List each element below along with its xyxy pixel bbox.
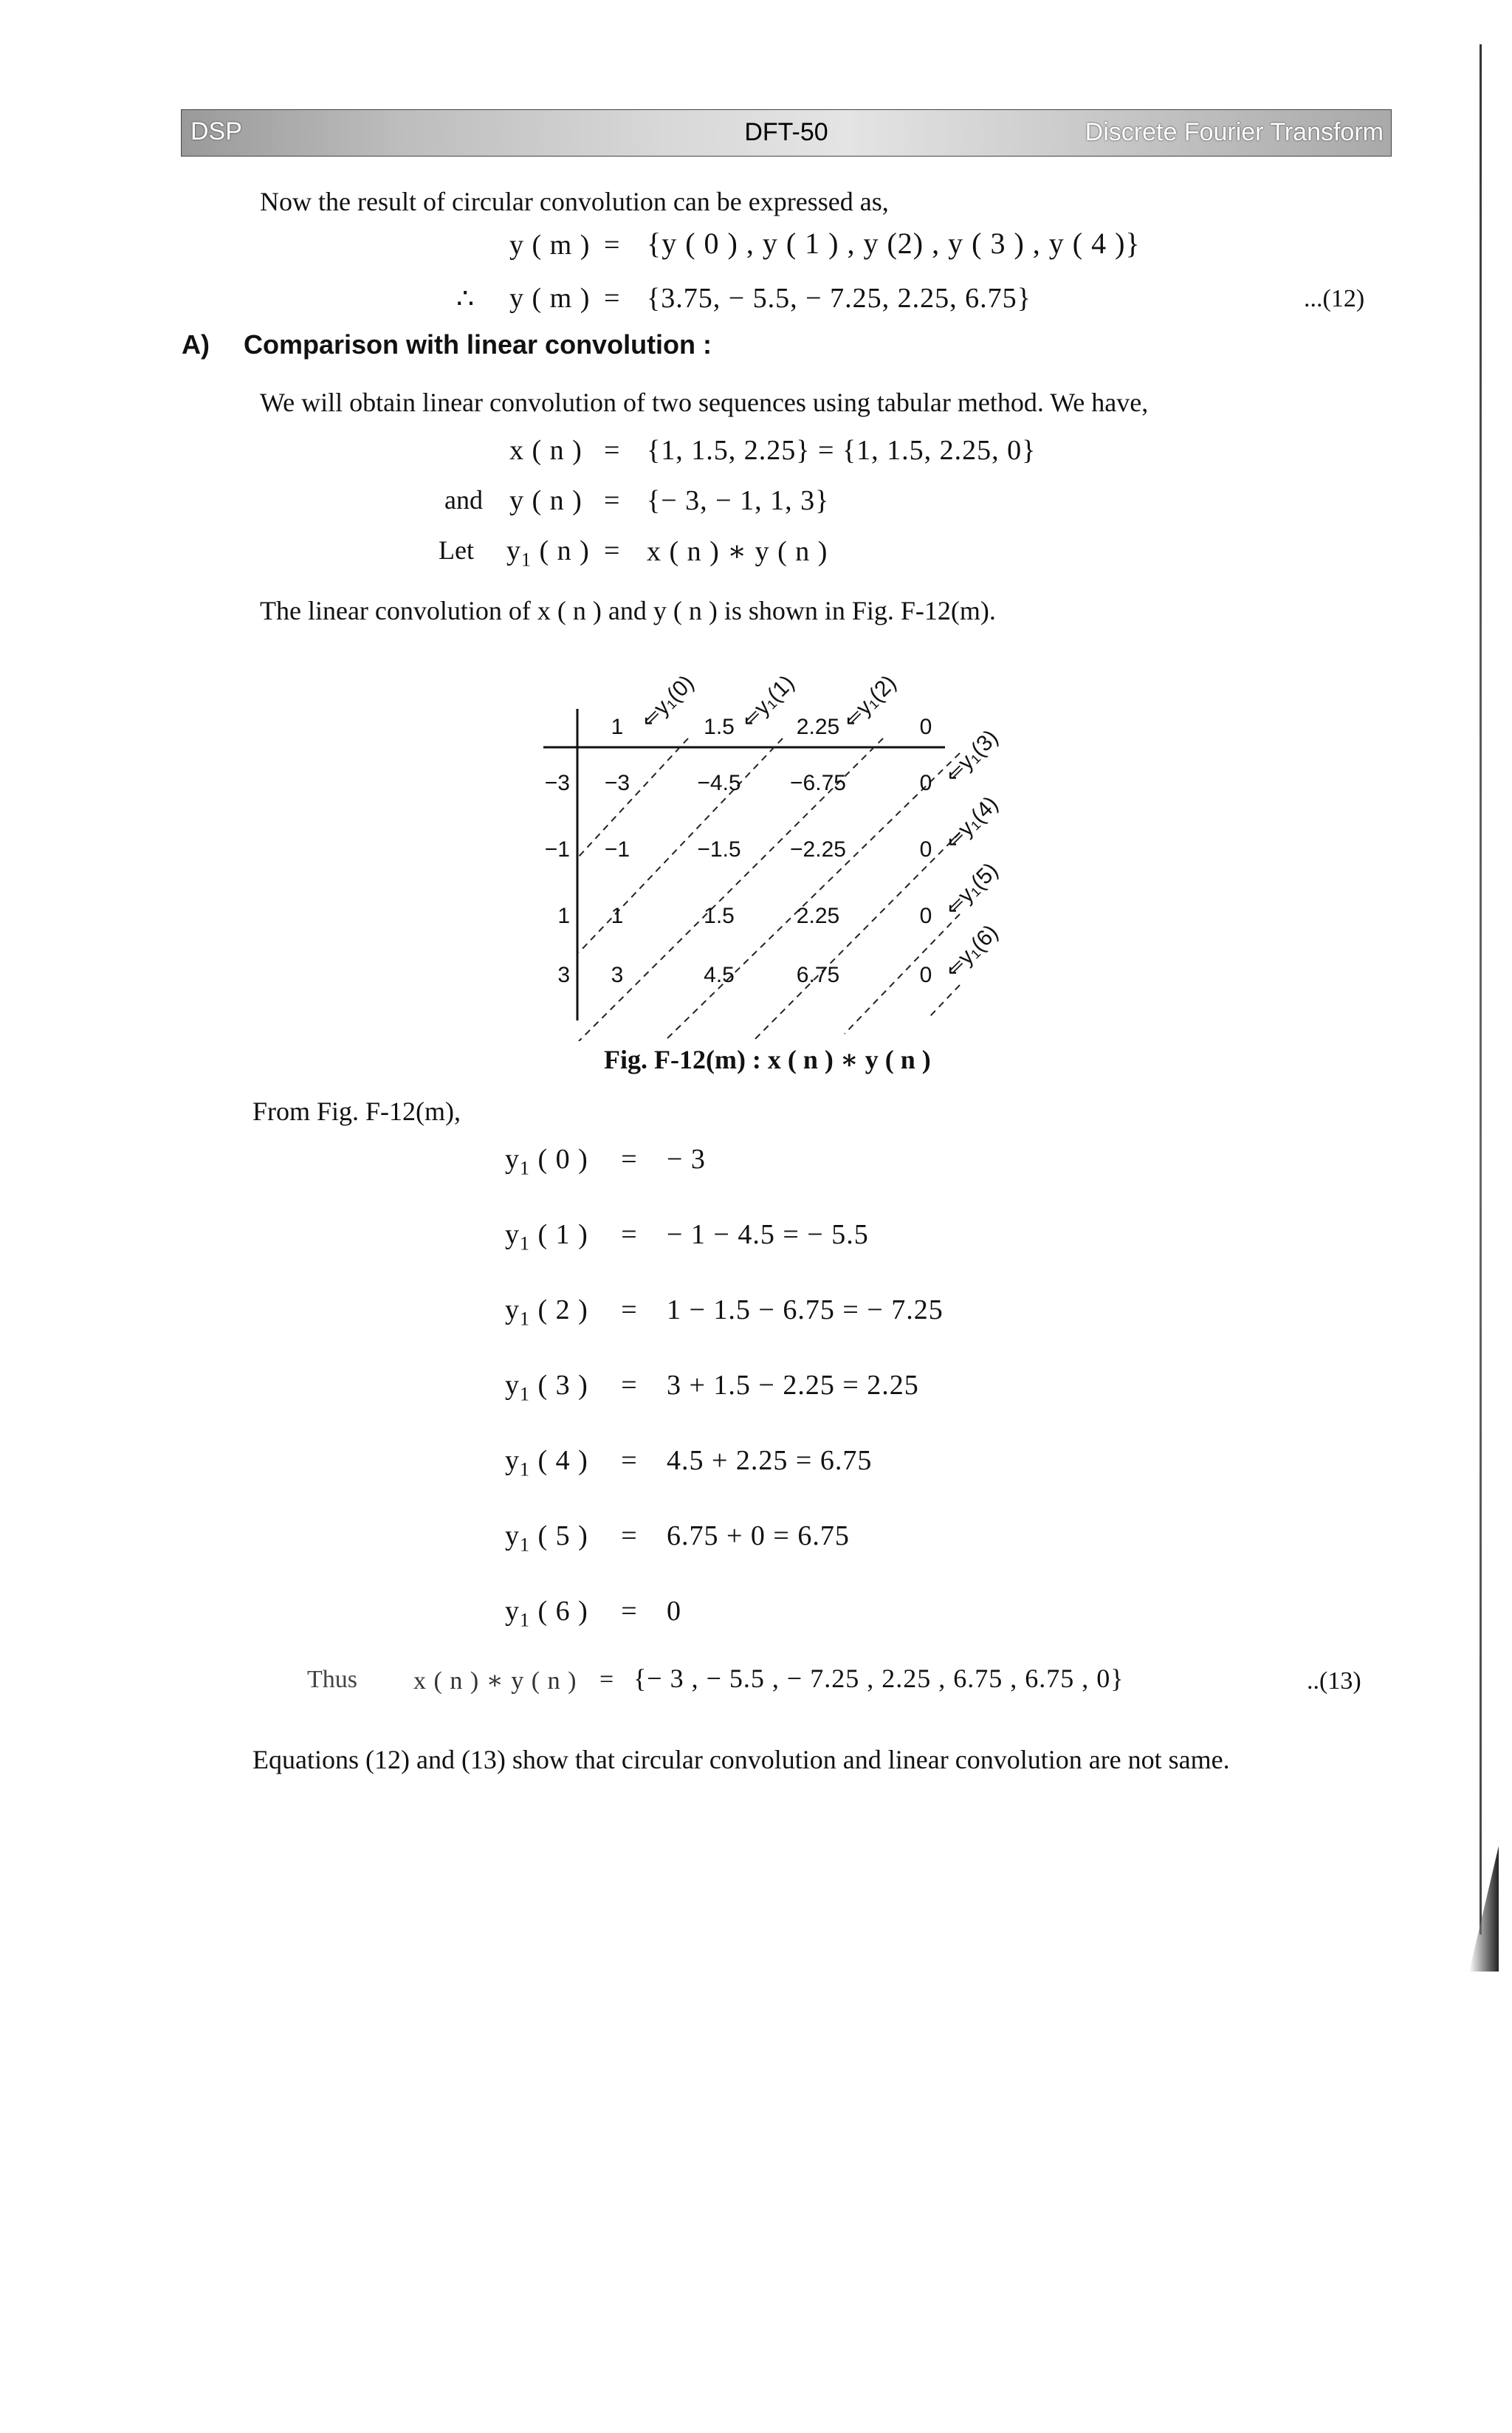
header-right: Discrete Fourier Transform: [1085, 118, 1384, 146]
y-def-lhs: y ( n ): [509, 485, 583, 516]
cell-1-2: −2.25: [790, 837, 846, 862]
thus-rhs: {− 3 , − 5.5 , − 7.25 , 2.25 , 6.75 , 6.75 , 0}: [633, 1664, 1124, 1693]
col-header-3: 0: [919, 715, 932, 739]
table-cells: [605, 771, 932, 987]
cell-2-0: 1: [611, 904, 624, 928]
cell-0-0: −3: [604, 771, 630, 795]
result-row-3: $y_1$ ( 3 ) = 3 + 1.5 − 2.25 = 2.25: [505, 1370, 919, 1405]
section-label: A): [182, 329, 210, 360]
row-headers: [545, 771, 570, 987]
col-header-1: 1.5: [704, 715, 735, 739]
cell-0-2: −6.75: [790, 771, 846, 795]
y1-def-eq: =: [604, 535, 621, 566]
col-header-0: 1: [611, 715, 624, 739]
cell-1-3: 0: [919, 837, 932, 862]
header-left: DSP: [190, 117, 242, 145]
y-def-eq: =: [604, 485, 621, 516]
cell-2-2: 2.25: [796, 904, 840, 928]
diagonal-lines: [579, 738, 960, 1041]
intro-text: Now the result of circular convolution can be expressed as,: [260, 187, 889, 216]
row-header-1: −1: [544, 837, 570, 862]
page-header: [181, 109, 1392, 157]
right-diagonal-labels: [941, 725, 1003, 983]
cell-0-1: −4.5: [697, 771, 741, 795]
figure-intro: The linear convolution of x ( n ) and y ( n ) is shown in Fig. F-12(m).: [260, 596, 996, 625]
cell-1-1: −1.5: [697, 837, 741, 862]
from-figure-text: From Fig. F-12(m),: [252, 1097, 461, 1126]
circ-lhs: y ( m ): [509, 230, 591, 261]
therefore-symbol: ∴: [456, 284, 475, 315]
result-row-6: $y_1$ ( 6 ) = 0: [505, 1596, 681, 1631]
cell-1-0: −1: [604, 837, 630, 862]
cell-3-3: 0: [919, 963, 932, 987]
circ-lhs-2: y ( m ): [509, 283, 591, 314]
row-header-3: 3: [557, 963, 570, 987]
and-word: and: [444, 485, 483, 515]
result-row-2: $y_1$ ( 2 ) = 1 − 1.5 − 6.75 = − 7.25: [505, 1294, 944, 1330]
diag-label-y1-0: ⇐y₁(0): [636, 670, 699, 733]
diag-label-y1-5: ⇐y₁(5): [940, 858, 1003, 921]
x-def-lhs: x ( n ): [509, 435, 583, 466]
cell-2-1: 1.5: [704, 904, 735, 928]
diag-label-y1-4: ⇐y₁(4): [940, 792, 1003, 854]
y1-def-lhs: $y_1$ ( n ): [506, 535, 590, 571]
circ-rhs-2: {3.75, − 5.5, − 7.25, 2.25, 6.75}: [647, 283, 1031, 314]
figure-caption: Fig. F-12(m) : x ( n ) ∗ y ( n ): [604, 1045, 931, 1074]
equation-number-13: ..(13): [1307, 1667, 1361, 1695]
circ-eq-1: =: [604, 230, 621, 261]
result-row-1: $y_1$ ( 1 ) = − 1 − 4.5 = − 5.5: [505, 1219, 869, 1255]
linear-intro: We will obtain linear convolution of two sequences using tabular method. We have,: [260, 388, 1149, 417]
row-header-2: 1: [557, 904, 570, 928]
x-def-eq: =: [604, 435, 621, 466]
section-title: Comparison with linear convolution :: [244, 329, 712, 360]
result-row-0: $y_1$ ( 0 ) = − 3: [505, 1144, 706, 1179]
conclusion-text: Equations (12) and (13) show that circular convolution and linear convolution are not same.: [252, 1745, 1230, 1774]
cell-2-3: 0: [919, 904, 932, 928]
x-def-rhs: {1, 1.5, 2.25} = {1, 1.5, 2.25, 0}: [647, 435, 1037, 466]
cell-3-1: 4.5: [704, 963, 735, 987]
row-header-0: −3: [544, 771, 570, 795]
cell-3-2: 6.75: [796, 963, 840, 987]
cell-0-3: 0: [919, 771, 932, 795]
header-page-number: DFT-50: [744, 118, 828, 146]
let-word: Let: [439, 535, 474, 565]
convolution-table-figure: [517, 642, 1063, 1041]
y1-def-rhs: x ( n ) ∗ y ( n ): [647, 536, 828, 567]
y-def-rhs: {− 3, − 1, 1, 3}: [647, 485, 830, 516]
cell-3-0: 3: [611, 963, 624, 987]
thus-lhs: x ( n ) ∗ y ( n ): [413, 1667, 577, 1695]
circ-eq-2: =: [604, 283, 621, 314]
diag-label-y1-2: ⇐y₁(2): [838, 670, 901, 733]
diag-label-y1-1: ⇐y₁(1): [736, 670, 800, 733]
thus-eq: =: [599, 1666, 615, 1693]
page-edge-curl: [1469, 1846, 1499, 1972]
result-row-4: $y_1$ ( 4 ) = 4.5 + 2.25 = 6.75: [505, 1445, 873, 1480]
diag-label-y1-3: ⇐y₁(3): [940, 725, 1003, 788]
top-diagonal-labels: [636, 670, 901, 733]
col-header-2: 2.25: [796, 715, 840, 739]
equation-number-12: ...(12): [1304, 285, 1365, 312]
page-edge-shadow: [1480, 44, 1482, 1935]
diag-label-y1-6: ⇐y₁(6): [940, 920, 1003, 983]
circ-rhs-1: {y ( 0 ) , y ( 1 ) , y (2) , y ( 3 ) , y ( 4 )}: [647, 227, 1141, 260]
result-row-5: $y_1$ ( 5 ) = 6.75 + 0 = 6.75: [505, 1520, 850, 1556]
thus-word: Thus: [307, 1666, 357, 1693]
